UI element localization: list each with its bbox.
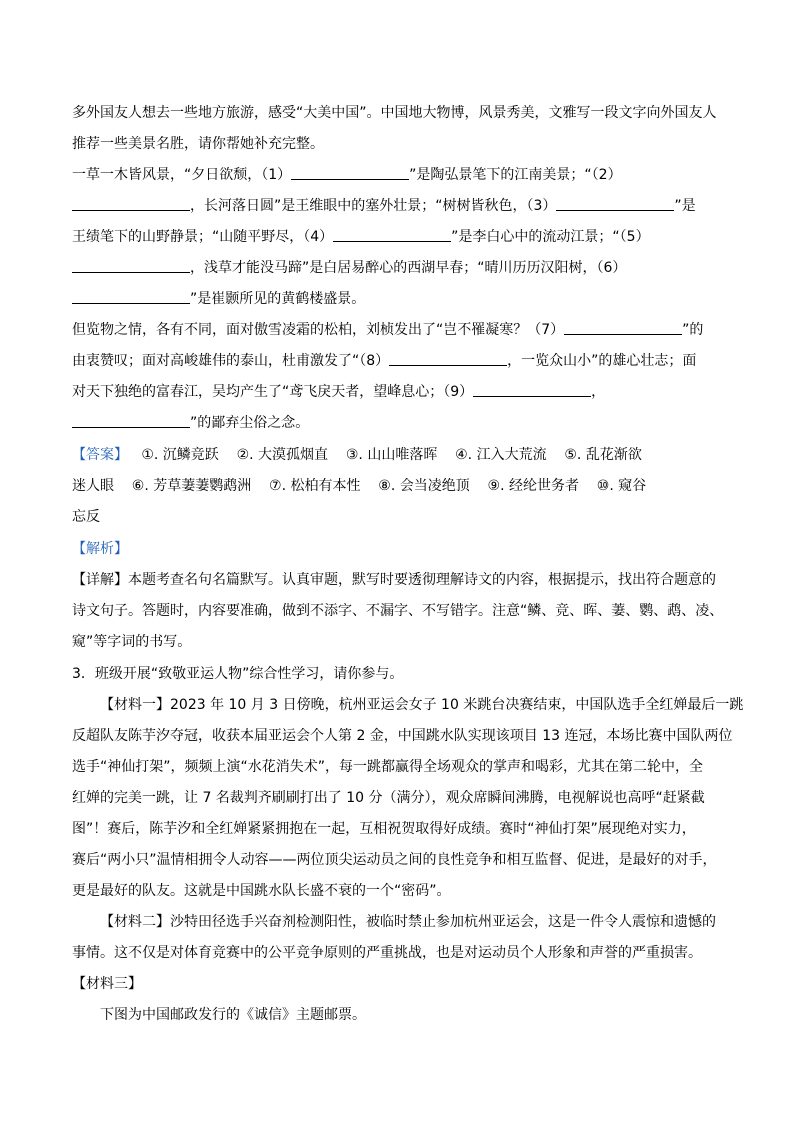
analysis-label: 【解析】: [72, 541, 128, 557]
passage-line-7: [72, 351, 696, 371]
material-1-line: 图”！赛后，陈芋汐和全红婵紧紧拥抱在一起，互相祝贺取得好成绩。赛时“神仙打架”展现绝对实力，: [72, 821, 696, 837]
passage-line-3: [72, 227, 650, 247]
blank-1[interactable]: [291, 165, 409, 180]
passage-text: ，长河落日圆”是王维眼中的塞外壮景；“树树皆秋色，（3）: [190, 198, 557, 214]
passage-line-8: [72, 382, 605, 402]
passage-text: ”的鄙弃尘俗之念。: [190, 415, 310, 431]
blank-6[interactable]: [72, 289, 190, 304]
passage-line-9: [72, 413, 309, 433]
passage-line-2: [72, 196, 696, 216]
blank-2[interactable]: [72, 196, 190, 211]
material-2-line: 【材料二】沙特田径选手兴奋剂检测阳性，被临时禁止参加杭州亚运会，这是一件令人震惊和遗憾的: [100, 914, 716, 930]
passage-line-6: [72, 320, 703, 340]
analysis-text: 本题考查名句名篇默写。认真审题，默写时要透彻理解诗文的内容，根据提示，找出符合题意的: [128, 572, 716, 588]
passage-line-1: [72, 165, 622, 185]
passage-text: ”的: [682, 322, 704, 338]
blank-4[interactable]: [333, 227, 451, 242]
passage-text: 王绩笔下的山野静景；“山随平野尽，（4）: [72, 229, 334, 245]
material-1-line: 【材料一】2023 年 10 月 3 日傍晚，杭州亚运会女子 10 米跳台决赛结束，中国队选手全红婵最后一跳: [100, 697, 744, 713]
answer-label: 【答案】: [72, 447, 128, 463]
blank-7[interactable]: [564, 320, 682, 335]
detail-label: 【详解】: [72, 572, 128, 588]
answer-line-1: [72, 445, 642, 465]
material-1-line: 反超队友陈芋汐夺冠，收获本届亚运会个人第 2 金，中国跳水队实现该项目 13 连冠，本场比赛中国队两位: [72, 728, 733, 744]
answer-line-3: 忘反: [72, 509, 100, 525]
intro-line-2: 推荐一些美景名胜，请你帮她补充完整。: [72, 136, 324, 152]
intro-line-1: 多外国友人想去一些地方旅游，感受“大美中国”。中国地大物博，风景秀美，文雅写一段文字向外国友人: [72, 105, 717, 121]
passage-line-4: [72, 258, 626, 278]
passage-text: ”是崔颢所见的黄鹤楼盛景。: [190, 291, 366, 307]
analysis-line-1: [72, 570, 716, 590]
passage-text: 但览物之情，各有不同，面对傲雪凌霜的松柏，刘桢发出了“岂不罹凝寒？（7）: [72, 322, 565, 338]
blank-9[interactable]: [473, 382, 591, 397]
material-1-line: 红婵的完美一跳，让 7 名裁判齐刷刷打出了 10 分（满分），观众席瞬间沸腾，电视解说也高呼“赶紧截: [72, 790, 705, 806]
material-3-text: 下图为中国邮政发行的《诚信》主题邮票。: [100, 1007, 366, 1023]
passage-text: ”是李白心中的流动江景；“（5）: [451, 229, 650, 245]
passage-text: 一草一木皆风景，“夕日欲颓，（1）: [72, 167, 292, 183]
passage-text: 对天下独绝的富春江，吴均产生了“鸢飞戾天者，望峰息心；（9）: [72, 384, 474, 400]
blank-5[interactable]: [72, 258, 190, 273]
answer-text: ①. 沉鳞竞跃 ②. 大漠孤烟直 ③. 山山唯落晖 ④. 江入大荒流 ⑤. 乱花渐欲: [141, 447, 642, 463]
blank-10[interactable]: [72, 413, 190, 428]
material-1-line: 赛后“两小只”温情相拥令人动容——两位顶尖运动员之间的良性竞争和相互监督、促进，是最好的对手，: [72, 852, 717, 868]
passage-text: ，浅草才能没马蹄”是白居易醉心的西湖早春；“晴川历历汉阳树，（6）: [190, 260, 627, 276]
question-3-title: 3．班级开展“致敬亚运人物”综合性学习，请你参与。: [72, 666, 404, 682]
material-2-line: 事情。这不仅是对体育竞赛中的公平竞争原则的严重挑战，也是对运动员个人形象和声誉的严重损害。: [72, 945, 702, 961]
answer-line-2: 迷人眼 ⑥. 芳草萋萋鹦鹉洲 ⑦. 松柏有本性 ⑧. 会当凌绝顶 ⑨. 经纶世务者 ⑩. 窥谷: [72, 478, 647, 494]
passage-text: 由衷赞叹；面对高峻雄伟的泰山，杜甫激发了“（8）: [72, 353, 390, 369]
material-3-label: 【材料三】: [72, 976, 142, 992]
passage-line-5: [72, 289, 365, 309]
passage-text: ”是陶弘景笔下的江南美景；“（2）: [409, 167, 622, 183]
blank-3[interactable]: [556, 196, 674, 211]
passage-text: ，: [591, 384, 606, 400]
analysis-line-2: 诗文句子。答题时，内容要准确，做到不添字、不漏字、不写错字。注意“鳞、竞、晖、萋、鹦、鹉、凌、: [72, 603, 724, 619]
material-1-line: 更是最好的队友。这就是中国跳水队长盛不衰的一个“密码”。: [72, 883, 451, 899]
blank-8[interactable]: [389, 351, 507, 366]
material-1-line: 选手“神仙打架”，频频上演“水花消失术”，每一跳都赢得全场观众的掌声和喝彩，尤其在第二轮中，全: [72, 759, 704, 775]
analysis-line-3: 窥”等字词的书写。: [72, 634, 192, 650]
passage-text: ”是: [674, 198, 696, 214]
passage-text: ，一览众山小”的雄心壮志；面: [507, 353, 697, 369]
